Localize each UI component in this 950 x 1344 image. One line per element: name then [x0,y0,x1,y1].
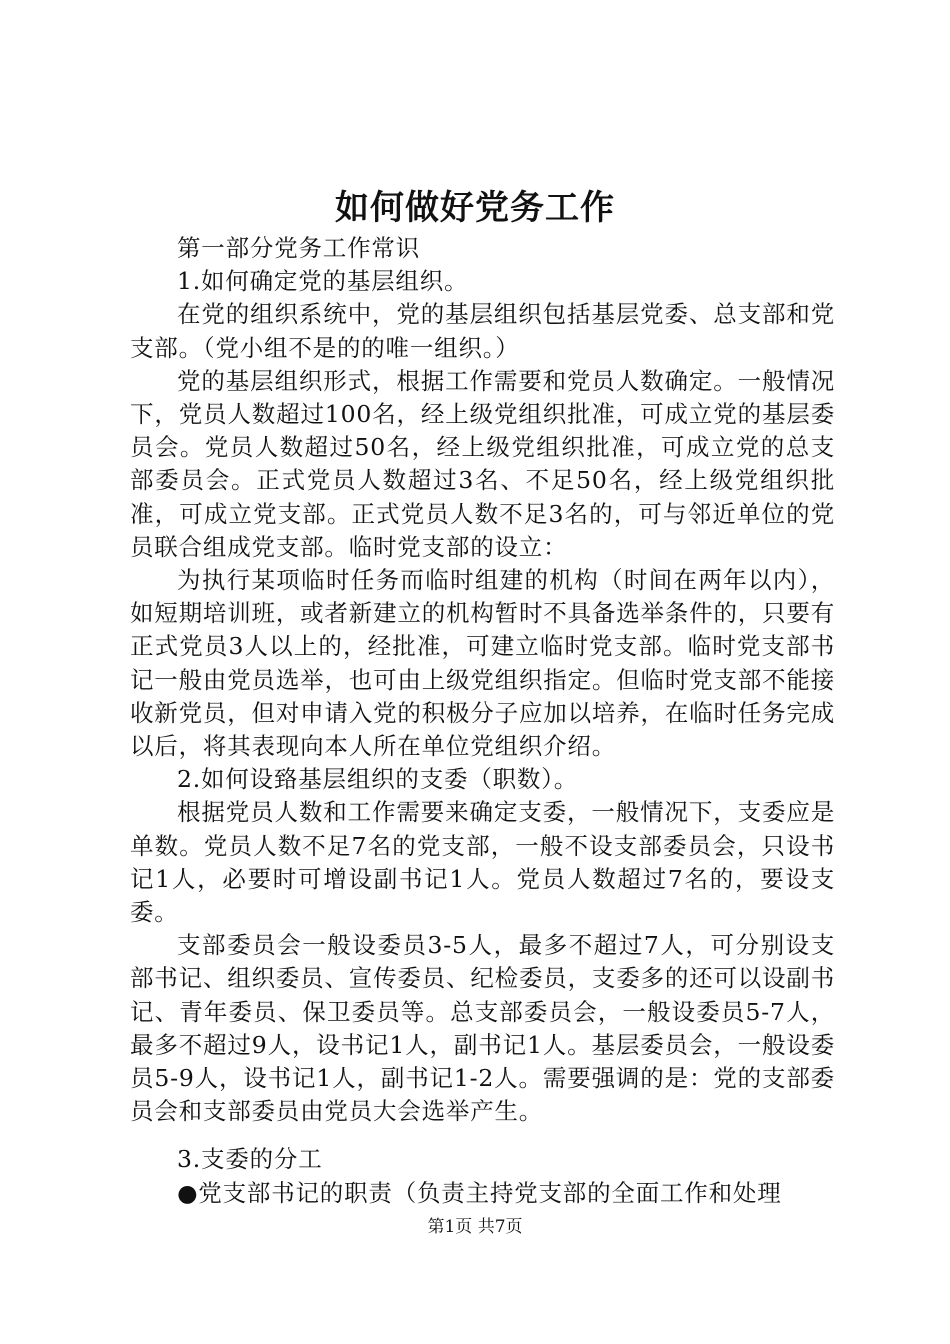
page-footer: 第1页 共7页 [427,1217,523,1237]
paragraph-temporary-branch: 为执行某项临时任务而临时组建的机构（时间在两年以内），如短期培训班，或者新建立的机构暂时不具备选举条件的，只要有正式党员3人以上的，经批准，可建立临时党支部。临时党支部书记一般由党员选举，也可由上级党组织指定。但临时党支部不能接收新党员，但对申请入党的积极分子应加以培养，在临时任务完成以后，将其表现向本人所在单位党组织介绍。 [130,566,835,761]
document-body [130,232,835,1210]
paragraph-committee-members: 支部委员会一般设委员3-5人，最多不超过7人，可分别设支部书记、组织委员、宣传委员、纪检委员，支委多的还可以设副书记、青年委员、保卫委员等。总支部委员会，一般设委员5-7人，最多不超过9人，设书记1人，副书记1人。基层委员会，一般设委员5-9人，设书记1人，副书记1-2人。需要强调的是：党的支部委员会和支部委员由党员大会选举产生。 [130,931,835,1126]
paragraph-part-heading: 第一部分党务工作常识 [177,234,420,262]
paragraph-secretary-duties: ●党支部书记的职责（负责主持党支部的全面工作和处理 [177,1178,782,1207]
paragraph-section-2-heading: 2.如何设臵基层组织的支委（职数）。 [177,765,579,794]
document-title: 如何做好党务工作 [335,188,615,228]
paragraph-org-form: 党的基层组织形式，根据工作需要和党员人数确定。一般情况下，党员人数超过100名，经上级党组织批准，可成立党的基层委员会。党员人数超过50名，经上级党组织批准，可成立党的总支部委员会。正式党员人数超过3名、不足50名，经上级党组织批准，可成立党支部。正式党员人数不足3名的，可与邻近单位的党员联合组成党支部。临时党支部的设立： [130,366,835,561]
paragraph-section-3-heading: 3.支委的分工 [177,1145,323,1174]
paragraph-committee-count: 根据党员人数和工作需要来确定支委，一般情况下，支委应是单数。党员人数不足7名的党支部，一般不设支部委员会，只设书记1人，必要时可增设副书记1人。党员人数超过7名的，要设支委。 [130,798,835,927]
paragraph-org-system: 在党的组织系统中，党的基层组织包括基层党委、总支部和党支部。（党小组不是的的唯一组织。） [130,300,835,362]
paragraph-section-1-heading: 1.如何确定党的基层组织。 [177,267,469,296]
